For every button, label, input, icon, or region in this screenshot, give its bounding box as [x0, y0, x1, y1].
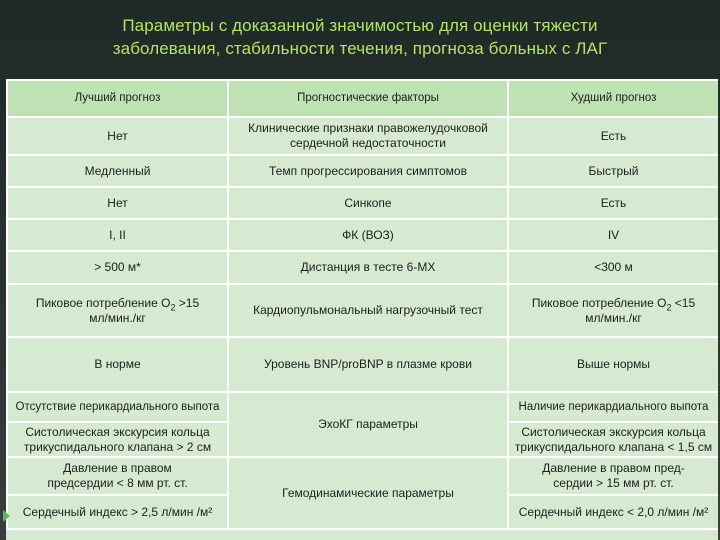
cell-worst: Есть [508, 117, 718, 155]
cell-best [7, 284, 228, 337]
cell-worst: Наличие перикардиального выпота [508, 392, 718, 422]
cell-worst [508, 422, 718, 457]
cell-factor: Темп прогрессирования симптомов [228, 155, 508, 187]
cell-best: Нет [7, 187, 228, 219]
cell-factor: Уровень BNP/proBNP в плазме крови [228, 337, 508, 392]
cell-worst-line-2: трикуспидального клапана < 1,5 см [514, 439, 713, 454]
cell-best [7, 457, 228, 495]
header-prognostic-factors: Прогностические факторы [228, 80, 508, 117]
cell-best-line-2: мл/мин./кг [89, 310, 146, 325]
cell-worst [508, 284, 718, 337]
cell-worst: IV [508, 219, 718, 251]
cell-factor [228, 117, 508, 155]
table-row [7, 117, 718, 155]
cell-factor: ФК (ВОЗ) [228, 219, 508, 251]
cell-best-line-2: трикуспидального клапана > 2 см [23, 439, 212, 454]
table-header-row [7, 80, 718, 117]
cell-worst: Есть [508, 187, 718, 219]
cell-best-line-1: Давление в правом [63, 461, 172, 475]
cell-worst: Сердечный индекс < 2,0 л/мин /м² [508, 495, 718, 529]
cell-factor-line-2: сердечной недостаточности [290, 136, 446, 150]
cell-best: Отсутствие перикардиального выпота [7, 392, 228, 422]
cell-best: Сердечный индекс > 2,5 л/мин /м² [7, 495, 228, 529]
cell-best-line-2: предсердии < 8 мм рт. ст. [47, 476, 188, 490]
cell-worst: Быстрый [508, 155, 718, 187]
cell-worst: <300 м [508, 251, 718, 284]
cell-best-line-1: Систолическая экскурсия кольца [25, 424, 210, 439]
header-best-prognosis: Лучший прогноз [7, 80, 228, 117]
slide-bullet-marker [3, 510, 10, 522]
cell-factor: Дистанция в тесте 6-МХ [228, 251, 508, 284]
cell-worst-line-1: Пиковое потребление $O_2 <15$ [531, 295, 696, 312]
table-row [7, 219, 718, 251]
cell-worst-line-1: Давление в правом пред- [542, 461, 685, 475]
cell-worst: Выше нормы [508, 337, 718, 392]
cell-factor-line-1: Клинические признаки правожелудочковой [248, 121, 488, 135]
cell-best: Медленный [7, 155, 228, 187]
cell-best: В норме [7, 337, 228, 392]
table-row [7, 337, 718, 392]
cell-worst-line-1: Систолическая экскурсия кольца [521, 424, 706, 439]
cell-factor-echo: ЭхоКГ параметры [228, 392, 508, 457]
table-row [7, 457, 718, 495]
header-worst-prognosis: Худший прогноз [508, 80, 718, 117]
cell-best: > 500 м* [7, 251, 228, 284]
cell-factor: Синкопе [228, 187, 508, 219]
slide-title-line-1: Параметры с доказанной значимостью для оценки тяжести [122, 16, 598, 35]
cell-factor-hemodynamic: Гемодинамические параметры [228, 457, 508, 529]
cell-worst [508, 457, 718, 495]
table-row [7, 187, 718, 219]
cell-factor: Кардиопульмональный нагрузочный тест [228, 284, 508, 337]
cell-best [7, 422, 228, 457]
table-row [7, 284, 718, 337]
table-row [7, 155, 718, 187]
cell-best: Нет [7, 117, 228, 155]
slide-title-line-2: заболевания, стабильности течения, прогноза больных с ЛАГ [112, 39, 608, 58]
slide-title [0, 14, 720, 60]
prognosis-table-container [6, 79, 718, 540]
cell-worst-line-2: мл/мин./кг [585, 310, 642, 325]
prognosis-table [6, 79, 718, 530]
table-row [7, 251, 718, 284]
table-row [7, 392, 718, 422]
cell-worst-line-2: сердии > 15 мм рт. ст. [553, 476, 674, 490]
cell-best: I, II [7, 219, 228, 251]
cell-best-line-1: Пиковое потребление $O_2 >15$ [35, 295, 200, 312]
